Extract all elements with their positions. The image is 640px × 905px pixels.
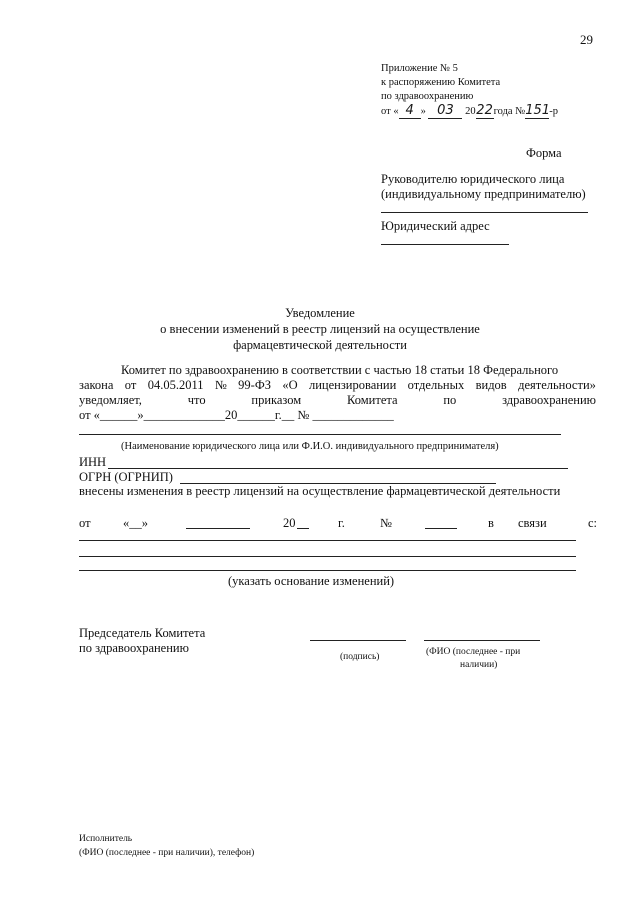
date-mid: » xyxy=(420,106,426,117)
signatory-position-line-1: Председатель Комитета xyxy=(79,626,206,640)
appendix-line-3: по здравоохранению xyxy=(381,91,474,102)
word: по xyxy=(443,393,457,407)
row-number-sign: № xyxy=(380,516,392,530)
page-number: 29 xyxy=(580,32,593,47)
word: отдельных xyxy=(407,378,465,392)
row-year-suffix: г. xyxy=(338,516,345,530)
signature-hint: (подпись) xyxy=(340,652,380,662)
legal-address-label: Юридический адрес xyxy=(381,219,490,233)
word: лицензировании xyxy=(308,378,397,392)
signatory-name-hint-2: наличии) xyxy=(460,660,498,670)
reason-line-3 xyxy=(79,570,576,571)
reason-line-1 xyxy=(79,540,576,541)
word: приказом xyxy=(251,393,302,407)
reason-hint: (указать основание изменений) xyxy=(228,574,395,588)
row-year-prefix: 20 xyxy=(283,516,296,530)
order-number-handwritten: 151 xyxy=(525,103,551,118)
row-date-underline xyxy=(186,528,250,529)
addressee-line-1: Руководителю юридического лица xyxy=(381,172,565,186)
signature-line xyxy=(310,640,406,641)
body-paragraph-line-3 xyxy=(79,393,596,407)
date-year-prefix: 20 xyxy=(465,106,476,117)
executor-label: Исполнитель xyxy=(79,834,133,844)
word: деятельности» xyxy=(518,378,596,392)
word: закона xyxy=(79,378,114,392)
word: 04.05.2011 xyxy=(147,378,204,392)
title-line-1: Уведомление xyxy=(285,306,355,320)
legal-address-underline xyxy=(381,244,509,245)
executor-hint: (ФИО (последнее - при наличии), телефон) xyxy=(79,848,255,858)
addressee-line-2: (индивидуальному предпринимателю) xyxy=(381,187,586,201)
changes-line: внесены изменения в реестр лицензий на осуществление фармацевтической деятельности xyxy=(79,484,561,498)
row-connection: связи xyxy=(518,516,547,530)
date-suffix: года № xyxy=(493,106,526,117)
date-year-handwritten: 22 xyxy=(476,103,493,118)
word: здравоохранению xyxy=(502,393,596,407)
word: от xyxy=(124,378,137,392)
name-hint: (Наименование юридического лица или Ф.И.О. индивидуального предпринимателя) xyxy=(121,441,499,452)
word: Комитета xyxy=(347,393,398,407)
reason-line-2 xyxy=(79,556,576,557)
title-line-3: фармацевтической деятельности xyxy=(233,338,407,352)
order-suffix: -р xyxy=(549,106,558,117)
date-month-handwritten: 03 xyxy=(428,104,462,119)
signatory-name-line xyxy=(424,640,540,641)
appendix-date-line xyxy=(381,104,558,119)
form-label: Форма xyxy=(526,146,562,160)
row-year-underline xyxy=(297,528,309,529)
name-underline xyxy=(79,434,561,435)
row-with: с: xyxy=(588,516,598,530)
word: что xyxy=(187,393,206,407)
addressee-underline xyxy=(381,212,588,213)
appendix-line-1: Приложение № 5 xyxy=(381,63,458,74)
signatory-name-hint-1: (ФИО (последнее - при xyxy=(426,647,521,657)
date-day-handwritten: 4 xyxy=(399,104,421,119)
row-in: в xyxy=(488,516,494,530)
body-paragraph-line-1: Комитет по здравоохранению в соответствии с частью 18 статьи 18 Федерального xyxy=(121,363,559,377)
word: № xyxy=(214,378,227,392)
appendix-line-2: к распоряжению Комитета xyxy=(381,77,501,88)
body-paragraph-line-2 xyxy=(79,378,596,392)
signatory-position-line-2: по здравоохранению xyxy=(79,641,189,655)
word: «О xyxy=(282,378,298,392)
inn-underline xyxy=(108,468,568,469)
title-line-2: о внесении изменений в реестр лицензий на осуществление xyxy=(160,322,480,336)
row-number-underline xyxy=(425,528,457,529)
body-paragraph-line-4: от «______»_____________20______г.__ № _____________ xyxy=(79,408,394,422)
word: видов xyxy=(475,378,507,392)
word: 99-ФЗ xyxy=(238,378,271,392)
ogrn-label: ОГРН (ОГРНИП) xyxy=(79,470,173,484)
inn-label: ИНН xyxy=(79,455,107,469)
date-prefix: от « xyxy=(381,106,399,117)
word: уведомляет, xyxy=(79,393,142,407)
row-date-quote: «__» xyxy=(123,516,148,530)
row-ot: от xyxy=(79,516,91,530)
